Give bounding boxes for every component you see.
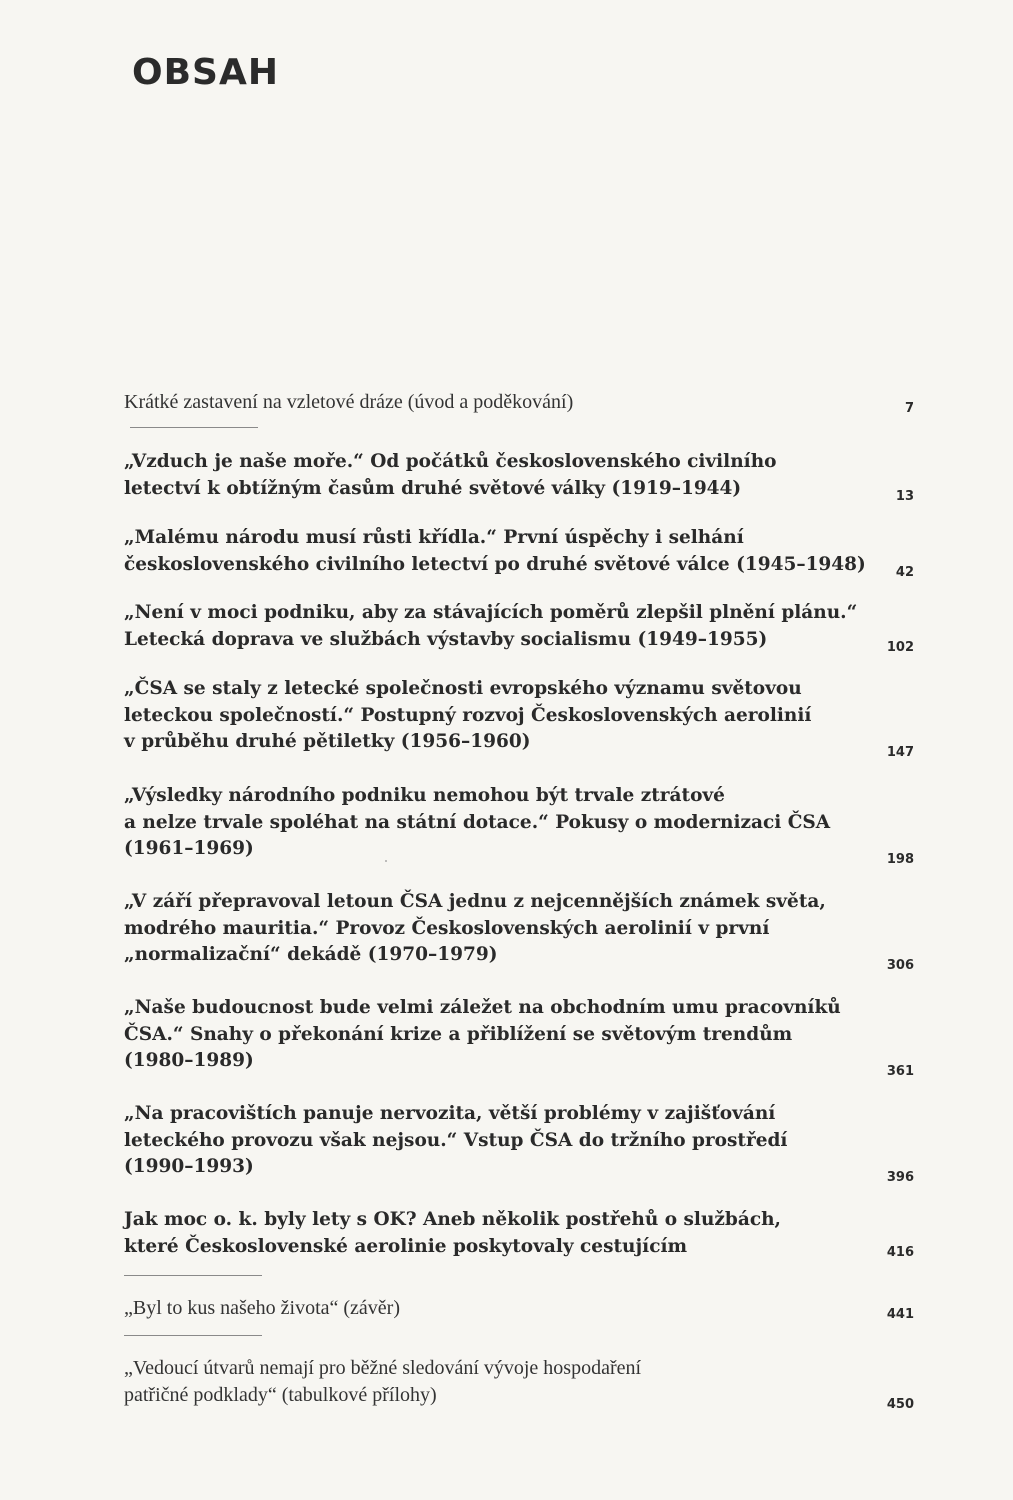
toc-page-number: 147 (886, 745, 914, 760)
toc-entry-title: „Není v moci podniku, aby za stávajících poměrů zlepšil plnění plánu.“ Letecká doprava ve službách výstavby socialismu (1949–1955) (124, 602, 858, 650)
toc-entry-chapter-5 (124, 783, 914, 867)
paper-speck (385, 860, 387, 862)
toc-entry-title: „Vzduch je naše moře.“ Od počátků československého civilního letectví k obtížným časům druhé světové války (1919–1944) (124, 451, 777, 499)
toc-entry-introduction (124, 389, 914, 416)
toc-page-number: 7 (904, 401, 914, 416)
section-divider (124, 1275, 262, 1276)
toc-page-number: 396 (886, 1170, 914, 1185)
toc-entry-chapter-7 (124, 995, 914, 1079)
section-divider (124, 1335, 262, 1336)
toc-entry-title: Jak moc o. k. byly lety s OK? Aneb několik postřehů o službách, které Československé aerolinie poskytovaly cestujícím (124, 1209, 781, 1257)
toc-page-number: 450 (886, 1397, 914, 1412)
toc-entry-title: „V září přepravoval letoun ČSA jednu z nejcennějších známek světa, modrého mauritia.“ Provoz Československých aerolinií v první „normalizační“ dekádě (1970–1979) (124, 891, 826, 965)
toc-page-number: 361 (886, 1064, 914, 1079)
page-title: OBSAH (132, 52, 279, 93)
toc-entry-title: „ČSA se staly z letecké společnosti evropského významu světovou leteckou společností.“ Postupný rozvoj Československých aerolinií v průběhu druhé pětiletky (1956–1960) (124, 678, 812, 752)
toc-page-number: 102 (886, 640, 914, 655)
toc-entry-chapter-9 (124, 1207, 914, 1260)
toc-entry-chapter-1 (124, 449, 914, 502)
toc-entry-chapter-8 (124, 1101, 914, 1185)
toc-page-number: 198 (886, 852, 914, 867)
toc-entry-title: Krátké zastavení na vzletové dráze (úvod a poděkování) (124, 391, 574, 413)
section-divider (130, 427, 258, 428)
toc-page-number: 441 (886, 1307, 914, 1322)
toc-entry-appendix-tables (124, 1355, 914, 1412)
toc-entry-chapter-2 (124, 525, 914, 578)
toc-entry-title: „Na pracovištích panuje nervozita, větší problémy v zajišťování leteckého provozu však nejsou.“ Vstup ČSA do tržního prostředí (1990–1993) (124, 1103, 788, 1177)
toc-entry-chapter-6 (124, 889, 914, 973)
toc-entry-title: „Malému národu musí růsti křídla.“ První úspěchy i selhání československého civilního letectví po druhé světové válce (1945–1948) (124, 527, 866, 575)
toc-page-number: 416 (886, 1245, 914, 1260)
toc-entry-title: „Byl to kus našeho života“ (závěr) (124, 1297, 401, 1319)
toc-entry-title: „Vedoucí útvarů nemají pro běžné sledování vývoje hospodaření patřičné podklady“ (tabulkové přílohy) (124, 1357, 642, 1406)
toc-page-number: 306 (886, 958, 914, 973)
toc-entry-chapter-4 (124, 676, 914, 760)
toc-entry-conclusion (124, 1295, 914, 1322)
toc-page-number: 13 (895, 489, 914, 504)
toc-entry-title: „Naše budoucnost bude velmi záležet na obchodním umu pracovníků ČSA.“ Snahy o překonání krize a přiblížení se světovým trendům (1980–1989) (124, 997, 841, 1071)
toc-entry-title: „Výsledky národního podniku nemohou být trvale ztrátové a nelze trvale spoléhat na státní dotace.“ Pokusy o modernizaci ČSA (1961–1969) (124, 785, 831, 859)
toc-entry-chapter-3 (124, 600, 914, 653)
toc-page-number: 42 (895, 565, 914, 580)
